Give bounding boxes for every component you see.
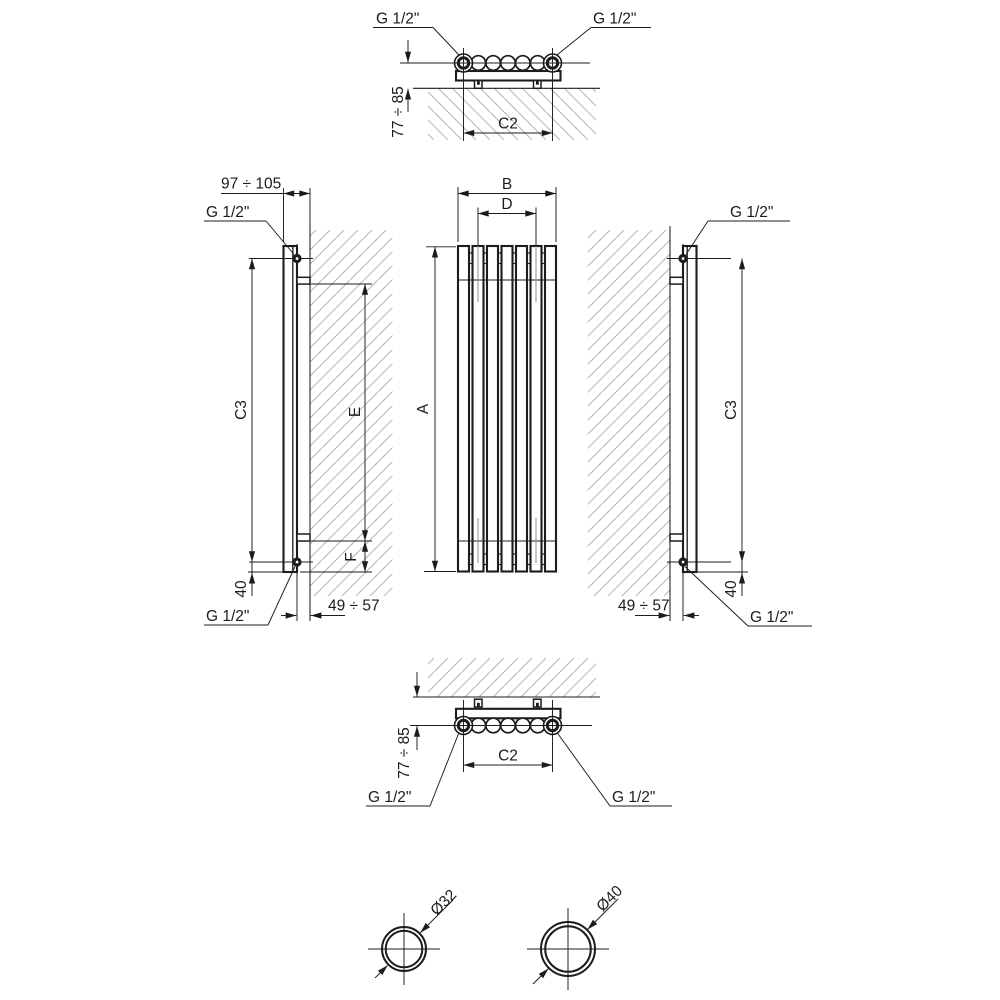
radiator-tubes [458, 246, 556, 572]
dim-label-wall-distance: 77 ÷ 85 [396, 727, 413, 779]
leader-line [433, 28, 459, 56]
connection-callout-right [557, 733, 672, 807]
dim-label-40: 40 [723, 580, 740, 598]
dimension-c3 [723, 259, 742, 563]
connection-point [292, 254, 301, 263]
mounting-foot [475, 699, 483, 707]
connection-callout-left [373, 11, 459, 56]
dimension-wall-distance [390, 40, 408, 138]
tube [458, 246, 469, 572]
left-side-view [204, 176, 393, 626]
dim-label-dia40: Ø40 [593, 882, 627, 916]
wall-bracket [670, 534, 683, 541]
tube [545, 246, 556, 572]
mounting-foot [475, 81, 483, 89]
connection-callout-top [204, 204, 294, 255]
dim-label-c2: C2 [498, 747, 518, 765]
front-view [415, 176, 556, 572]
connection-callout-right [557, 11, 651, 56]
wall-bracket [297, 534, 310, 541]
dim-label-e: E [347, 406, 364, 418]
dim-label-f: F [343, 552, 360, 562]
wall-hatching [428, 658, 596, 697]
leader-line [557, 733, 610, 807]
collector-bar [456, 709, 561, 719]
dim-label-c3: C3 [723, 400, 740, 420]
tube [516, 246, 527, 572]
dim-label-c2: C2 [498, 115, 518, 133]
connection-label: G 1/2" [593, 10, 637, 28]
tube [487, 246, 498, 572]
tube [502, 246, 513, 572]
leader-line [266, 221, 294, 255]
connection-callout-top [686, 204, 790, 255]
connection-point [292, 557, 301, 566]
dim-label-49-57: 49 ÷ 57 [328, 597, 380, 615]
mounting-foot [534, 81, 542, 89]
dimension-overall-height [415, 247, 456, 572]
tube-detail-large [527, 882, 626, 990]
collector-bar [456, 71, 561, 81]
dimension-40 [697, 562, 748, 598]
wall-hatching [588, 230, 670, 596]
dim-label-a: A [415, 403, 432, 415]
bottom-section-view [366, 658, 672, 806]
connection-callout-bottom [685, 567, 812, 627]
connection-point [678, 557, 687, 566]
radiator-profile [683, 246, 697, 572]
dimension-40 [233, 562, 283, 598]
dimension-connection-spacing [464, 748, 553, 766]
leader-line [430, 733, 459, 807]
connection-label: G 1/2" [730, 204, 774, 221]
right-side-view [588, 204, 813, 626]
connection-label: G 1/2" [750, 609, 794, 626]
dimension-c3 [233, 259, 252, 563]
connection-label: G 1/2" [368, 789, 412, 806]
dim-label-dia32: Ø32 [427, 886, 461, 920]
leader-line [557, 28, 591, 56]
connection-label: G 1/2" [206, 608, 250, 625]
wall-bracket [670, 277, 683, 284]
dim-label-b: B [501, 176, 513, 193]
leader-line [268, 567, 295, 626]
dim-label-40: 40 [233, 580, 250, 598]
dim-label-d: D [501, 196, 513, 213]
tube-detail-small [368, 886, 460, 985]
top-section-view [373, 11, 651, 142]
dim-label-c3: C3 [233, 400, 250, 420]
connection-label: G 1/2" [206, 204, 250, 221]
dim-label-wall-distance: 77 ÷ 85 [390, 86, 407, 138]
connection-label: G 1/2" [376, 10, 420, 28]
dimension-connection-spacing-d [478, 196, 536, 214]
connection-point [678, 254, 687, 263]
wall-bracket [297, 277, 310, 284]
dim-label-depth: 97 ÷ 105 [221, 175, 282, 193]
mounting-foot [534, 699, 542, 707]
connection-label: G 1/2" [612, 789, 656, 806]
radiator-profile [284, 246, 298, 572]
dim-label-49-57: 49 ÷ 57 [618, 597, 670, 615]
